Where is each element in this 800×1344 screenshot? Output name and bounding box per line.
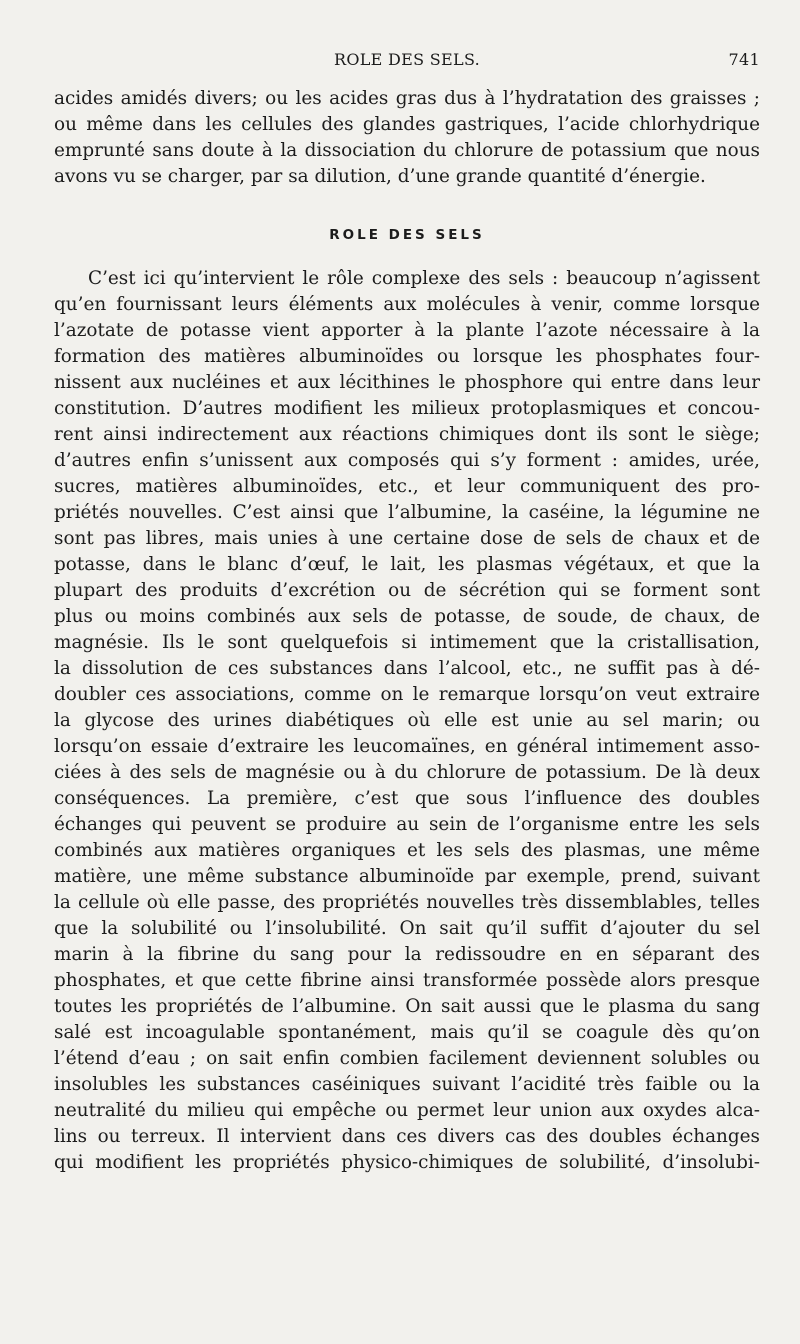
text-line: plupart des produits d’excrétion ou de sécrétion qui se forment sont (54, 580, 760, 601)
text-line: neutralité du milieu qui empêche ou permet leur union aux oxydes alca- (54, 1100, 760, 1121)
text-line: formation des matières albuminoïdes ou lorsque les phosphates four- (54, 346, 760, 367)
text-line: toutes les propriétés de l’albumine. On sait aussi que le plasma du sang (54, 996, 760, 1017)
text-line: la dissolution de ces substances dans l’alcool, etc., ne suffit pas à dé- (54, 658, 760, 679)
text-line: priétés nouvelles. C’est ainsi que l’albumine, la caséine, la légumine ne (54, 502, 760, 523)
page-number: 741 (728, 50, 760, 69)
text-line: conséquences. La première, c’est que sous l’influence des doubles (54, 788, 760, 809)
text-line: la cellule où elle passe, des propriétés nouvelles très dissemblables, telles (54, 892, 760, 913)
text-line: lins ou terreux. Il intervient dans ces divers cas des doubles échanges (54, 1126, 760, 1147)
text-line: rent ainsi indirectement aux réactions chimiques dont ils sont le siège; (54, 424, 760, 445)
text-line: lorsqu’on essaie d’extraire les leucomaïnes, en général intimement asso- (54, 736, 760, 757)
text-line: d’autres enfin s’unissent aux composés qui s’y forment : amides, urée, (54, 450, 760, 471)
body-text (54, 86, 760, 1176)
text-line: emprunté sans doute à la dissociation du chlorure de potassium que nous (54, 140, 760, 161)
text-line: acides amidés divers; ou les acides gras dus à l’hydratation des graisses ; (54, 88, 760, 109)
text-line: magnésie. Ils le sont quelquefois si intimement que la cristallisation, (54, 632, 760, 653)
text-line: nissent aux nucléines et aux lécithines le phosphore qui entre dans leur (54, 372, 760, 393)
section-heading: ROLE DES SELS (329, 227, 485, 243)
text-line: C’est ici qu’intervient le rôle complexe des sels : beaucoup n’agissent (88, 268, 760, 289)
text-line: ciées à des sels de magnésie ou à du chlorure de potassium. De là deux (54, 762, 760, 783)
text-line: que la solubilité ou l’insolubilité. On sait qu’il suffit d’ajouter du sel (54, 918, 760, 939)
text-line: matière, une même substance albuminoïde par exemple, prend, suivant (54, 866, 760, 887)
text-line: potasse, dans le blanc d’œuf, le lait, les plasmas végétaux, et que la (54, 554, 760, 575)
text-line: échanges qui peuvent se produire au sein de l’organisme entre les sels (54, 814, 760, 835)
text-line: la glycose des urines diabétiques où elle est unie au sel marin; ou (54, 710, 760, 731)
running-head-title: ROLE DES SELS. (333, 50, 481, 69)
text-line: marin à la fibrine du sang pour la redissoudre en en séparant des (54, 944, 760, 965)
text-line: plus ou moins combinés aux sels de potasse, de soude, de chaux, de (54, 606, 760, 627)
text-line: insolubles les substances caséiniques suivant l’acidité très faible ou la (54, 1074, 760, 1095)
text-line: phosphates, et que cette fibrine ainsi transformée possède alors presque (54, 970, 760, 991)
running-head (54, 50, 760, 78)
text-line: salé est incoagulable spontanément, mais qu’il se coagule dès qu’on (54, 1022, 760, 1043)
text-line: qu’en fournissant leurs éléments aux molécules à venir, comme lorsque (54, 294, 760, 315)
text-line: l’étend d’eau ; on sait enfin combien facilement deviennent solubles ou (54, 1048, 760, 1069)
text-line: qui modifient les propriétés physico-chimiques de solubilité, d’insolubi- (54, 1152, 760, 1173)
book-page (54, 0, 760, 1344)
text-line: combinés aux matières organiques et les sels des plasmas, une même (54, 840, 760, 861)
text-line: avons vu se charger, par sa dilution, d’une grande quantité d’énergie. (54, 166, 706, 187)
text-line: ou même dans les cellules des glandes gastriques, l’acide chlorhydrique (54, 114, 760, 135)
text-line: doubler ces associations, comme on le remarque lorsqu’on veut extraire (54, 684, 760, 705)
text-line: constitution. D’autres modifient les milieux protoplasmiques et concou- (54, 398, 760, 419)
text-line: sucres, matières albuminoïdes, etc., et leur communiquent des pro- (54, 476, 760, 497)
text-line: l’azotate de potasse vient apporter à la plante l’azote nécessaire à la (54, 320, 760, 341)
text-line: sont pas libres, mais unies à une certaine dose de sels de chaux et de (54, 528, 760, 549)
